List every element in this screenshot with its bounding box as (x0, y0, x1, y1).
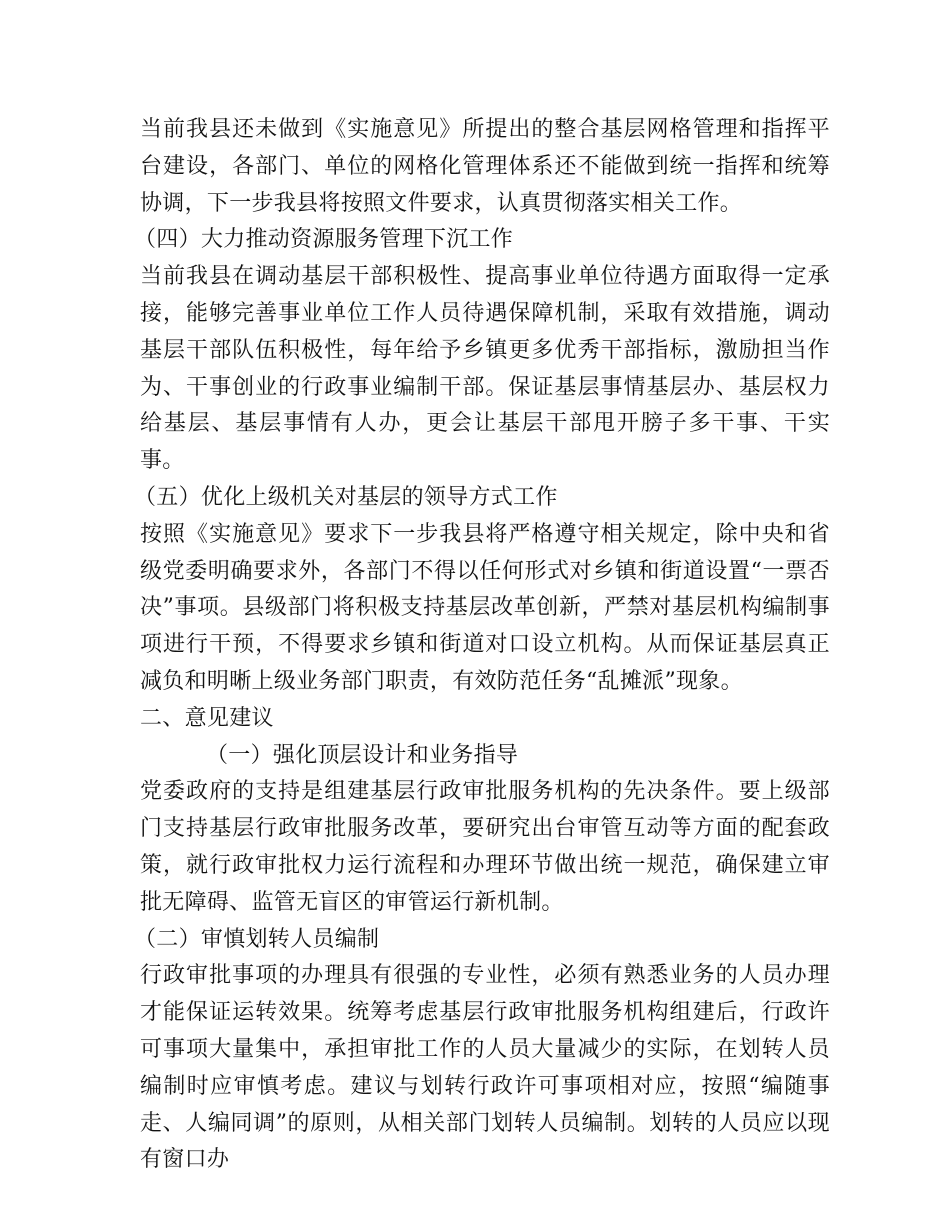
heading-leadership-method: （五）优化上级机关对基层的领导方式工作 (134, 484, 558, 510)
paragraph-grid-management: 当前我县还未做到《实施意见》所提出的整合基层网格管理和指挥平台建设，各部门、单位的网格化管理体系还不能做到统一指挥和统筹协调，下一步我县将按照文件要求，认真贯彻落实相关工作。 (140, 117, 830, 216)
heading-resource-service: （四）大力推动资源服务管理下沉工作 (134, 227, 514, 253)
heading-suggestions: 二、意见建议 (140, 705, 274, 731)
paragraph-approval-expertise: 行政审批事项的办理具有很强的专业性，必须有熟悉业务的人员办理才能保证运转效果。统筹考虑基层行政审批服务机构组建后，行政许可事项大量集中，承担审批工作的人员大量减少的实际，在划转人员编制时应审慎考虑。建议与划转行政许可事项相对应，按照“编随事走、人编同调”的原则，从相关部门划转人员编制。划转的人员应以现有窗口办 (140, 963, 830, 1173)
paragraph-cadre-motivation: 当前我县在调动基层干部积极性、提高事业单位待遇方面取得一定承接，能够完善事业单位工作人员待遇保障机制，采取有效措施，调动基层干部队伍积极性，每年给予乡镇更多优秀干部指标，激励担当作为、干事创业的行政事业编制干部。保证基层事情基层办、基层权力给基层、基层事情有人办，更会让基层干部甩开膀子多干事、干实事。 (140, 264, 830, 474)
paragraph-implementation-opinion: 按照《实施意见》要求下一步我县将严格遵守相关规定，除中央和省级党委明确要求外，各部门不得以任何形式对乡镇和街道设置“一票否决”事项。县级部门将积极支持基层改革创新，严禁对基层机构编制事项进行干预，不得要求乡镇和街道对口设立机构。从而保证基层真正减负和明晰上级业务部门职责，有效防范任务“乱摊派”现象。 (140, 521, 830, 694)
heading-staff-transfer: （二）审慎划转人员编制 (134, 926, 380, 952)
paragraph-party-support: 党委政府的支持是组建基层行政审批服务机构的先决条件。要上级部门支持基层行政审批服务改革，要研究出台审管互动等方面的配套政策，就行政审批权力运行流程和办理环节做出统一规范，确保建立审批无障碍、监管无盲区的审管运行新机制。 (140, 779, 830, 915)
heading-top-level-design: （一）强化顶层设计和业务指导 (206, 742, 519, 768)
document-body (134, 112, 830, 1179)
